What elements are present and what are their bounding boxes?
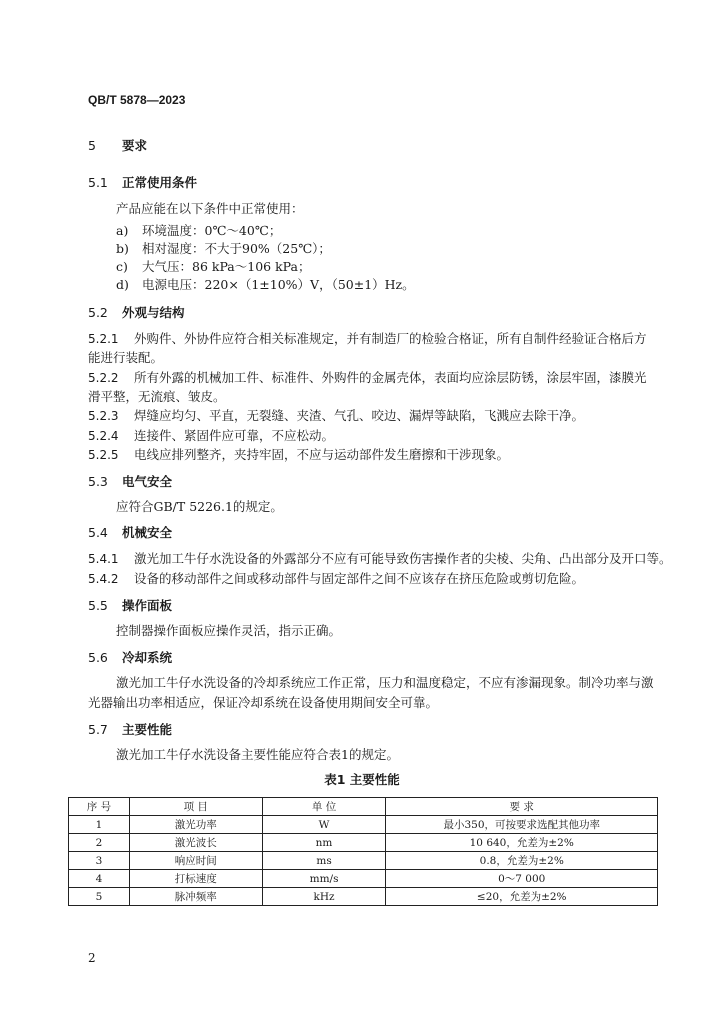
clause-5-4-1 [88,549,672,567]
section-number: 5.2 [88,305,108,320]
table-cell: ≤20，允差为±2% [386,888,658,906]
table-header-row [69,798,658,816]
table-cell: 3 [69,852,130,870]
section-5-7-text: 激光加工牛仔水洗设备主要性能应符合表1的规定。 [116,747,399,762]
header-cell: 序 号 [69,798,130,816]
table-cell: kHz [262,888,386,906]
section-title: 冷却系统 [122,650,173,665]
table-caption: 表1 主要性能 [324,772,400,787]
section-number: 5.5 [88,598,108,613]
table-cell: 最小350，可按要求选配其他功率 [386,816,658,834]
clause-number: 5.2.5 [88,448,119,462]
clause-number: 5.4.1 [88,552,119,566]
clause-text: 连接件、紧固件应可靠，不应松动。 [134,428,335,443]
clause-5-2-5 [88,445,509,463]
list-item [116,221,281,239]
clause-5-2-1-continued: 能进行装配。 [88,350,164,365]
table-cell: ms [262,852,386,870]
section-5-6-text-continued: 光器输出功率相适应，保证冷却系统在设备使用期间安全可靠。 [88,695,439,710]
clause-5-2-3 [88,406,584,424]
section-5-6-heading [88,648,172,666]
list-marker: d) [116,277,129,292]
clause-text: 电线应排列整齐，夹持牢固，不应与运动部件发生磨擦和干涉现象。 [134,447,510,462]
clause-number: 5.2.1 [88,332,119,346]
section-title: 电气安全 [122,474,173,489]
section-5-2-heading [88,303,185,321]
table-cell: mm/s [262,870,386,888]
list-text: 相对湿度：不大于90%（25℃）； [142,241,331,256]
section-title: 机械安全 [122,525,173,540]
section-title: 要求 [122,138,148,153]
table-cell: 0～7 000 [386,870,658,888]
section-5-1-intro: 产品应能在以下条件中正常使用： [116,201,304,216]
table-row [69,852,658,870]
clause-5-2-4 [88,426,334,444]
section-number: 5.7 [88,722,108,737]
header-cell: 要 求 [386,798,658,816]
section-5-5-text: 控制器操作面板应操作灵活，指示正确。 [116,623,342,638]
section-5-heading [88,136,147,154]
list-text: 大气压：86 kPa～106 kPa； [142,259,311,274]
table-cell: W [262,816,386,834]
list-marker: c) [116,259,128,274]
clause-text: 焊缝应均匀、平直，无裂缝、夹渣、气孔、咬边、漏焊等缺陷，飞溅应去除干净。 [134,408,585,423]
list-item [116,239,331,257]
table-cell: nm [262,834,386,852]
table-cell: 激光波长 [129,834,262,852]
section-5-7-heading [88,720,172,738]
list-text: 环境温度：0℃～40℃； [142,223,282,238]
clause-number: 5.2.3 [88,409,119,423]
table-cell: 1 [69,816,130,834]
section-number: 5.1 [88,175,108,190]
section-number: 5 [88,138,96,153]
table-row [69,888,658,906]
clause-number: 5.2.4 [88,429,119,443]
table-cell: 5 [69,888,130,906]
section-5-3-text: 应符合GB/T 5226.1的规定。 [116,499,283,514]
section-5-6-text: 激光加工牛仔水洗设备的冷却系统应工作正常，压力和温度稳定，不应有渗漏现象。制冷功率与激 [116,675,654,690]
clause-number: 5.4.2 [88,572,119,586]
table-cell: 10 640，允差为±2% [386,834,658,852]
clause-5-2-2-continued: 滑平整，无流痕、皱皮。 [88,389,226,404]
table-row [69,870,658,888]
performance-table [68,797,658,906]
section-title: 正常使用条件 [122,175,198,190]
clause-text: 外购件、外协件应符合相关标准规定，并有制造厂的检验合格证，所有自制件经验证合格后方 [134,331,647,346]
list-marker: b) [116,241,129,256]
section-title: 主要性能 [122,722,173,737]
clause-5-4-2 [88,569,584,587]
list-text: 电源电压：220×（1±10%）V，（50±1）Hz。 [142,277,415,292]
table-cell: 4 [69,870,130,888]
clause-text: 设备的移动部件之间或移动部件与固定部件之间不应该存在挤压危险或剪切危险。 [134,571,585,586]
table-cell: 激光功率 [129,816,262,834]
clause-5-2-2 [88,368,647,386]
section-number: 5.3 [88,474,108,489]
table-cell: 响应时间 [129,852,262,870]
header-cell: 单 位 [262,798,386,816]
clause-text: 激光加工牛仔水洗设备的外露部分不应有可能导致伤害操作者的尖棱、尖角、凸出部分及开口等。 [134,551,672,566]
header-cell: 项 目 [129,798,262,816]
clause-text: 所有外露的机械加工件、标准件、外购件的金属壳体，表面均应涂层防锈，涂层牢固，漆膜光 [134,370,647,385]
table-cell: 2 [69,834,130,852]
section-title: 操作面板 [122,598,173,613]
table-row [69,834,658,852]
list-item [116,275,415,293]
section-5-5-heading [88,596,172,614]
list-item [116,257,310,275]
section-5-4-heading [88,523,172,541]
table-cell: 打标速度 [129,870,262,888]
clause-number: 5.2.2 [88,371,119,385]
list-marker: a) [116,223,129,238]
clause-5-2-1 [88,329,647,347]
section-number: 5.6 [88,650,108,665]
page-number: 2 [88,951,96,965]
section-number: 5.4 [88,525,108,540]
table-cell: 脉冲频率 [129,888,262,906]
section-5-3-heading [88,472,172,490]
section-5-1-heading [88,173,197,191]
section-title: 外观与结构 [122,305,185,320]
standard-number: QB/T 5878—2023 [88,93,186,107]
table-row [69,816,658,834]
table-cell: 0.8，允差为±2% [386,852,658,870]
